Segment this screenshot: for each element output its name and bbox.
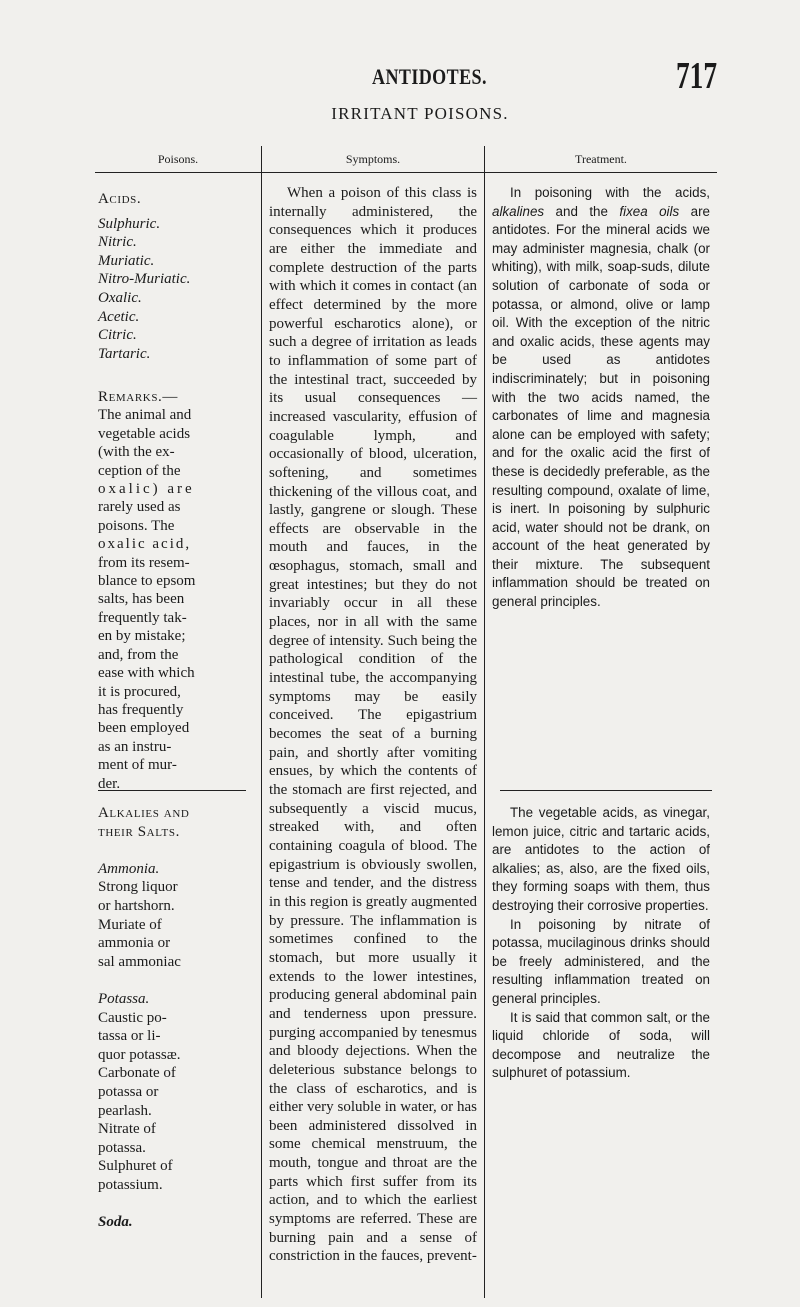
acid-item: Nitric. — [98, 234, 137, 251]
remarks-line: and, from the — [98, 646, 179, 663]
symptoms-text — [269, 184, 477, 1266]
remarks-line: en by mistake; — [98, 628, 186, 645]
potassa-line: Nitrate of — [98, 1121, 156, 1138]
potassa-line: Caustic po- — [98, 1009, 167, 1026]
acid-item: Nitro-Muriatic. — [98, 271, 191, 288]
treatment-vegetable-paragraph: The vegetable acids, as vinegar, lemon juice, citric and tartaric acids, are antidotes to the action of alkalies; as, also, are the fixed oils, they forming soaps with them, thus destroying their corrosive properties. — [492, 805, 710, 913]
treatment-acids — [492, 184, 710, 612]
treatment-potassa-paragraph: In poisoning by nitrate of potassa, mucilaginous drinks should be freely administered, and the resulting inflammation treated on general principles. — [492, 916, 710, 1006]
section-divider-right — [500, 790, 712, 791]
remarks-line: as an instru- — [98, 738, 172, 755]
remarks-line: ment of mur- — [98, 757, 177, 774]
remarks-line: blance to epsom — [98, 573, 196, 590]
alkalies-heading-line: their Salts. — [98, 823, 180, 840]
remarks-line: frequently tak- — [98, 609, 187, 626]
ammonia-line: or hartshorn. — [98, 897, 175, 914]
remarks-line: been employed — [98, 720, 190, 737]
treatment-column-heading: Treatment. — [575, 152, 627, 166]
potassa-line: potassa. — [98, 1139, 146, 1156]
potassa-line: Sulphuret of — [98, 1158, 173, 1175]
acid-item: Acetic. — [98, 308, 140, 325]
acids-list — [98, 190, 258, 363]
remarks-line: it is procured, — [98, 683, 181, 700]
acid-item: Oxalic. — [98, 289, 142, 306]
ammonia-line: ammonia or — [98, 935, 171, 952]
treatment-fixed-oils: fixea oils — [619, 203, 680, 219]
treatment-alkalines: alkalines — [492, 203, 545, 219]
potassa-line: Carbonate of — [98, 1065, 176, 1082]
treatment-acids-rest: are antidotes. For the mineral acids we may administer magnesia, chalk (or whiting), with milk, soap-suds, dilute solution of carbonate of soda or potassa, or almond, olive or lamp oil. With the exception of the nitric and oxalic acids, these agents may be used as antidotes indiscriminately; but in poisoning with the two acids named, the carbonates of lime and magnesia alone can be employed with safety; and for the oxalic acid the first of these is decidedly preferable, as the resulting compound, oxalate of lime, is inert. In poisoning by sulphuric acid, water should not be drank, on account of the heat generated by their mixture. The subsequent inflammation should be treated on general principles. — [492, 203, 710, 610]
potassa-line: potassium. — [98, 1176, 163, 1193]
acids-remarks — [98, 388, 258, 793]
acid-item: Citric. — [98, 327, 137, 344]
remarks-line: rarely used as — [98, 499, 181, 516]
remarks-line: The animal and — [98, 407, 192, 424]
column-rule-2 — [484, 146, 485, 1298]
remarks-line: (with the ex- — [98, 444, 175, 461]
treatment-acids-intro: In poisoning with the acids, — [510, 185, 710, 200]
section-title: IRRITANT POISONS. — [331, 104, 509, 123]
treatment-salt-paragraph: It is said that common salt, or the liquid chloride of soda, will decompose and neutralize the sulphuret of potassium. — [492, 1009, 710, 1081]
acids-heading: Acids. — [98, 191, 142, 207]
remarks-line: ease with which — [98, 665, 195, 682]
remarks-line: oxalic acid, — [98, 536, 192, 553]
potassa-name: Potassa. — [98, 990, 150, 1007]
remarks-line: ception of the — [98, 462, 181, 479]
header-rule-left — [95, 172, 261, 173]
header-rule-mid — [262, 172, 484, 173]
symptoms-paragraph: When a poison of this class is internally administered, the consequences which it produces are either the immediate and complete destruction of the parts with which it comes in contact (an effect determined by the more powerful escharotics alone), or such a degree of irritation as leads to inflammation of some part of the intestinal tract, succeeded by its usual consequences —increased vascularity, effusion of coagulable lymph, and occasionally of blood, ulceration, softening, and sometimes thickening of the villous coat, and lastly, gangrene or slough. These effects are observable in the mouth and fauces, in the œsophagus, stomach, small and great intestines; but they do not invariably occur in all these places, nor in all with the same degree of intensity. Such being the pathological condition of the intestinal tube, the accompanying symptoms may be easily conceived. The epigastrium becomes the seat of a burning pain, and shortly after vomiting ensues, by which the contents of the stomach are first rejected, and subsequently a viscid mucus, streaked with, and often containing coagula of blood. The epigastrium is obviously swollen, tense and tender, and the distress in this region is greatly augmented by pressure. The inflammation is sometimes confined to the stomach, but more usually it extends to the lower intestines, producing general abdominal pain and tenderness upon pressure. purging accompanied by tenesmus and bloody dejections. When the deleterious substance belongs to the class of escharotics, and is either very soluble in water, or has been administered dissolved in some chemical menstruum, the mouth, tongue and throat are the parts which first suffer from its action, and to which the earliest symptoms are referred. These are burning pain and a sense of constriction in the fauces, prevent- — [269, 185, 477, 1265]
page-number: 717 — [676, 55, 718, 97]
poisons-column-heading: Poisons. — [157, 152, 199, 166]
acid-item: Tartaric. — [98, 345, 151, 362]
running-title: ANTIDOTES. — [372, 64, 487, 89]
remarks-line: vegetable acids — [98, 425, 191, 442]
header-rule-right — [485, 172, 717, 173]
symptoms-column-heading: Symptoms. — [345, 152, 401, 166]
treatment-acids-paragraph — [492, 184, 710, 612]
remarks-line: oxalic) are — [98, 481, 195, 498]
potassa-line: tassa or li- — [98, 1028, 161, 1045]
alkalies-heading-line: Alkalies and — [98, 805, 190, 821]
remarks-line: salts, has been — [98, 591, 185, 608]
remarks-line: Remarks.— — [98, 389, 178, 405]
remarks-line: has frequently — [98, 701, 184, 718]
potassa-line: pearlash. — [98, 1102, 152, 1119]
remarks-line: from its resem- — [98, 554, 190, 571]
ammonia-name: Ammonia. — [98, 860, 160, 877]
ammonia-line: sal ammoniac — [98, 953, 181, 970]
treatment-alkalies — [492, 804, 710, 1083]
running-head — [0, 44, 800, 97]
acid-item: Muriatic. — [98, 252, 155, 269]
treatment-and-the: and the — [555, 203, 608, 219]
potassa-line: quor potassæ. — [98, 1046, 181, 1063]
ammonia-line: Strong liquor — [98, 879, 178, 896]
alkalies-list — [98, 804, 258, 1232]
ammonia-line: Muriate of — [98, 916, 162, 933]
potassa-line: potassa or — [98, 1083, 159, 1100]
remarks-line: der. — [98, 775, 121, 792]
acid-item: Sulphuric. — [98, 215, 161, 232]
remarks-line: poisons. The — [98, 517, 175, 534]
soda-name: Soda. — [98, 1214, 133, 1231]
column-rule-1 — [261, 146, 262, 1298]
